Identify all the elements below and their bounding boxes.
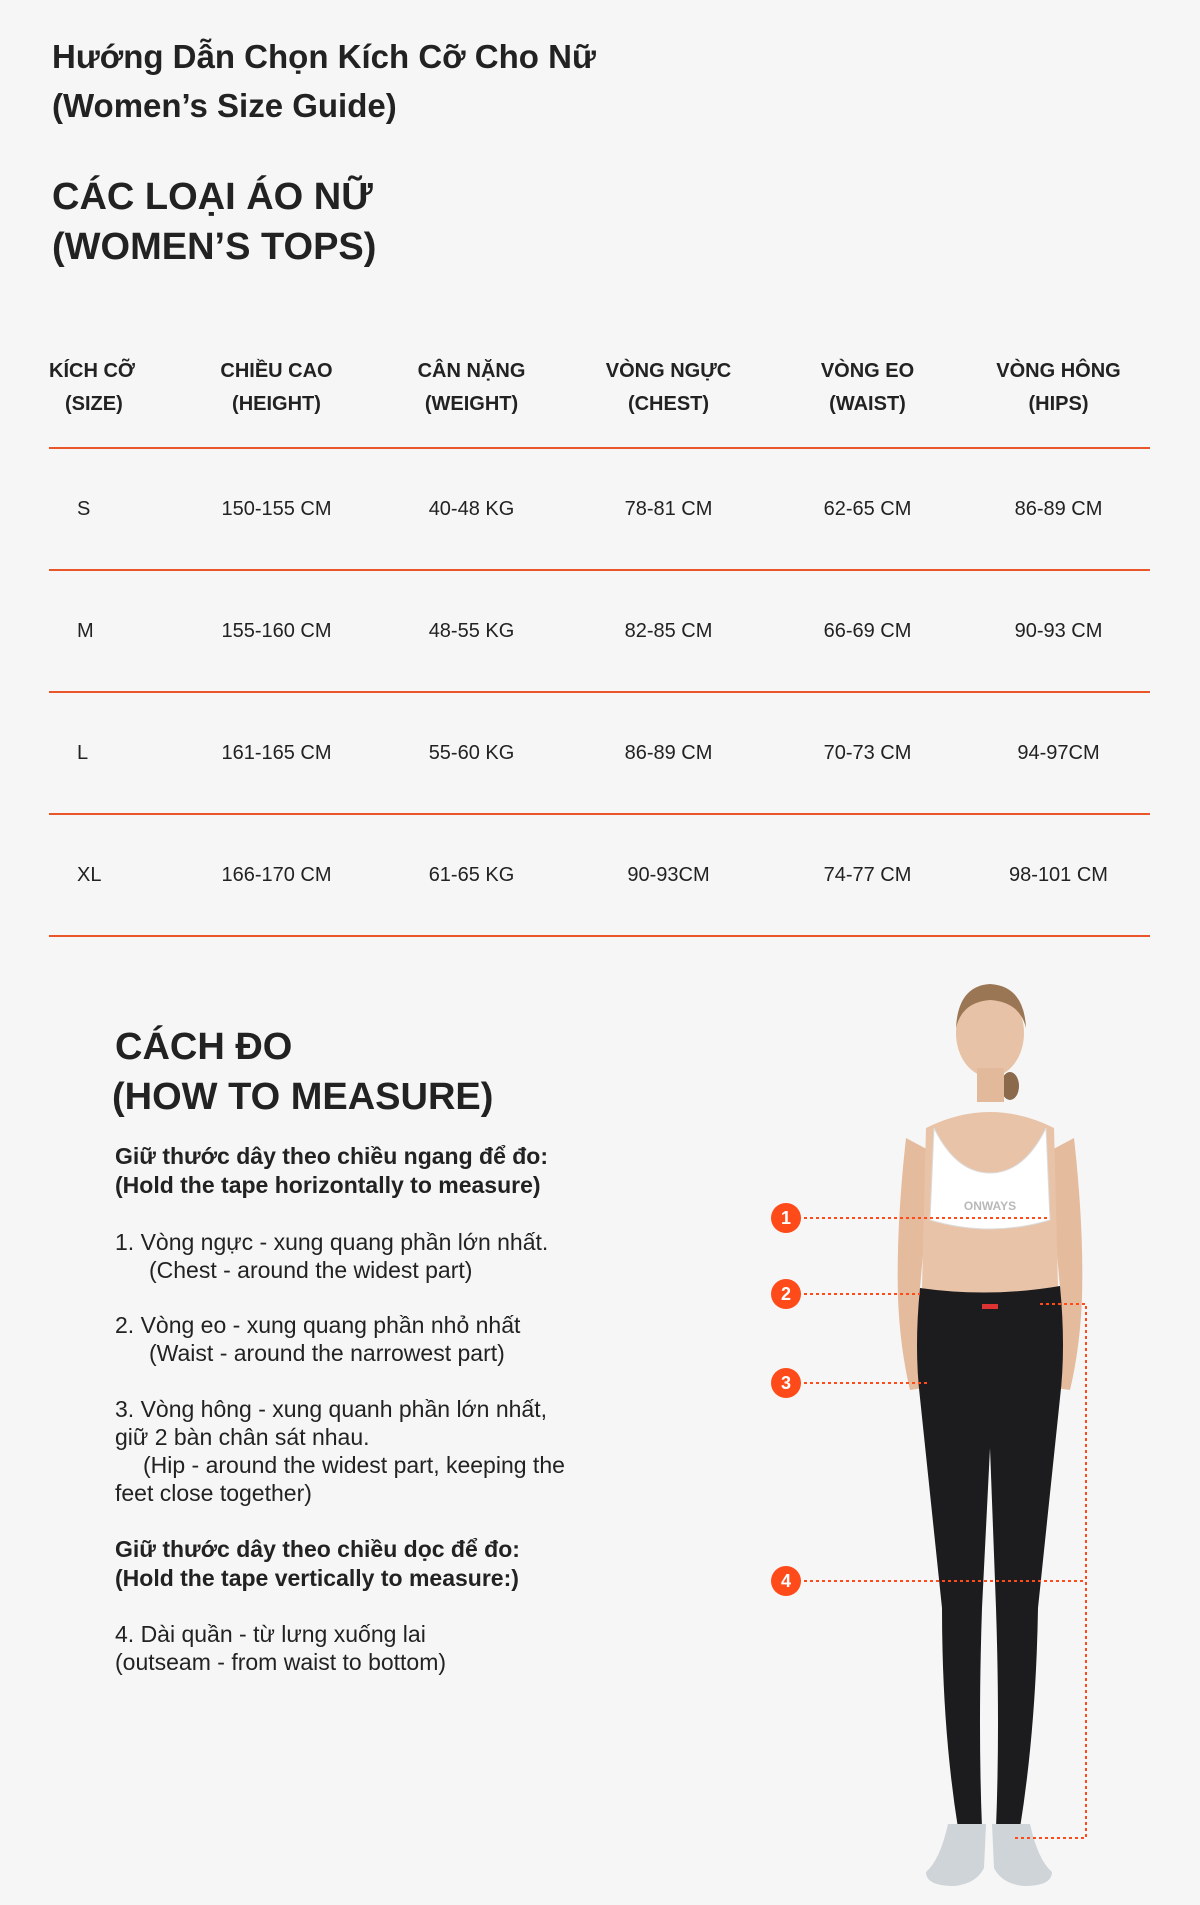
table-cell: 150-155 CM	[179, 448, 374, 570]
item-3-en-b: feet close together)	[115, 1480, 312, 1506]
page-title	[52, 32, 672, 130]
table-row-xl	[49, 814, 1150, 936]
column-header-weight-vi: CÂN NẶNG	[417, 359, 526, 382]
item-2-en: (Waist - around the narrowest part)	[149, 1340, 505, 1366]
item-3-vi-a: 3. Vòng hông - xung quanh phần lớn nhất,	[115, 1396, 547, 1422]
table-cell: 82-85 CM	[569, 570, 768, 692]
column-header-waist	[768, 340, 967, 448]
table-cell: 48-55 KG	[374, 570, 569, 692]
marker-1-badge: 1	[771, 1203, 801, 1233]
page-title-line-1: Hướng Dẫn Chọn Kích Cỡ Cho Nữ	[52, 38, 596, 75]
table-cell: 61-65 KG	[374, 814, 569, 936]
item-4-en: (outseam - from waist to bottom)	[115, 1649, 447, 1675]
table-cell: 161-165 CM	[179, 692, 374, 814]
table-cell: 86-89 CM	[967, 448, 1150, 570]
table-cell: S	[49, 448, 179, 570]
tops-title-line-2: (WOMEN’S TOPS)	[52, 226, 377, 268]
vertical-heading-en: (Hold the tape vertically to measure:)	[115, 1565, 519, 1591]
table-cell: L	[49, 692, 179, 814]
column-header-weight	[374, 340, 569, 448]
brand-logo: ONWAYS	[963, 1199, 1017, 1213]
column-header-size-en: (SIZE)	[65, 392, 123, 415]
measure-item-outseam	[115, 1620, 635, 1676]
horizontal-heading-en: (Hold the tape horizontally to measure)	[115, 1172, 541, 1198]
table-cell: M	[49, 570, 179, 692]
model-figure	[720, 968, 1140, 1900]
column-header-size	[49, 340, 179, 448]
table-row-m	[49, 570, 1150, 692]
measure-title-line-1: CÁCH ĐO	[115, 1026, 293, 1068]
table-cell: 78-81 CM	[569, 448, 768, 570]
size-table-header-row	[49, 340, 1150, 448]
page-title-line-2: (Women’s Size Guide)	[52, 87, 397, 124]
column-header-weight-en: (WEIGHT)	[424, 392, 519, 415]
column-header-hips-en: (HIPS)	[1028, 392, 1089, 415]
table-row-l	[49, 692, 1150, 814]
measure-item-hip	[115, 1395, 635, 1507]
item-3-en-a: (Hip - around the widest part, keeping the	[143, 1452, 565, 1478]
column-header-height	[179, 340, 374, 448]
table-cell: 94-97CM	[967, 692, 1150, 814]
item-3-vi-b: giữ 2 bàn chân sát nhau.	[115, 1424, 370, 1450]
table-cell: 66-69 CM	[768, 570, 967, 692]
model-illustration	[720, 968, 1140, 1900]
column-header-height-vi: CHIỀU CAO	[220, 359, 333, 382]
column-header-size-vi: KÍCH CỠ	[49, 359, 135, 382]
measure-item-chest	[115, 1228, 635, 1284]
column-header-chest	[569, 340, 768, 448]
table-cell: 70-73 CM	[768, 692, 967, 814]
tops-title-line-1: CÁC LOẠI ÁO NỮ	[52, 176, 373, 218]
measure-title-line-2: (HOW TO MEASURE)	[112, 1076, 494, 1118]
vertical-heading	[115, 1535, 635, 1593]
item-1-en: (Chest - around the widest part)	[149, 1257, 473, 1283]
marker-4-badge: 4	[771, 1566, 801, 1596]
table-cell: 90-93CM	[569, 814, 768, 936]
leggings	[917, 1286, 1063, 1828]
right-shoe	[992, 1824, 1052, 1886]
size-table	[49, 340, 1150, 937]
horizontal-heading-vi: Giữ thước dây theo chiều ngang để đo:	[115, 1143, 549, 1169]
table-cell: 155-160 CM	[179, 570, 374, 692]
table-cell: 40-48 KG	[374, 448, 569, 570]
table-cell: XL	[49, 814, 179, 936]
item-1-vi: 1. Vòng ngực - xung quang phần lớn nhất.	[115, 1229, 549, 1255]
table-cell: 86-89 CM	[569, 692, 768, 814]
column-header-hips	[967, 340, 1150, 448]
marker-3-badge: 3	[771, 1368, 801, 1398]
left-shoe	[926, 1824, 986, 1886]
column-header-hips-vi: VÒNG HÔNG	[996, 359, 1121, 382]
marker-2-badge: 2	[771, 1279, 801, 1309]
table-cell: 62-65 CM	[768, 448, 967, 570]
column-header-chest-vi: VÒNG NGỰC	[605, 359, 732, 382]
horizontal-heading	[115, 1142, 635, 1200]
measure-section-title	[112, 1022, 632, 1122]
model-neck	[977, 1068, 1004, 1102]
table-row-s	[49, 448, 1150, 570]
vertical-heading-vi: Giữ thước dây theo chiều dọc để đo:	[115, 1536, 520, 1562]
column-header-chest-en: (CHEST)	[627, 392, 710, 415]
table-cell: 55-60 KG	[374, 692, 569, 814]
tops-section-title	[52, 172, 672, 272]
column-header-waist-en: (WAIST)	[829, 392, 906, 415]
measure-item-waist	[115, 1311, 635, 1367]
table-cell: 166-170 CM	[179, 814, 374, 936]
column-header-height-en: (HEIGHT)	[232, 392, 321, 415]
item-2-vi: 2. Vòng eo - xung quang phần nhỏ nhất	[115, 1312, 521, 1338]
column-header-waist-vi: VÒNG EO	[820, 359, 915, 382]
table-cell: 74-77 CM	[768, 814, 967, 936]
waistband-tag	[982, 1304, 998, 1309]
table-cell: 98-101 CM	[967, 814, 1150, 936]
item-4-vi: 4. Dài quần - từ lưng xuống lai	[115, 1621, 426, 1647]
table-cell: 90-93 CM	[967, 570, 1150, 692]
